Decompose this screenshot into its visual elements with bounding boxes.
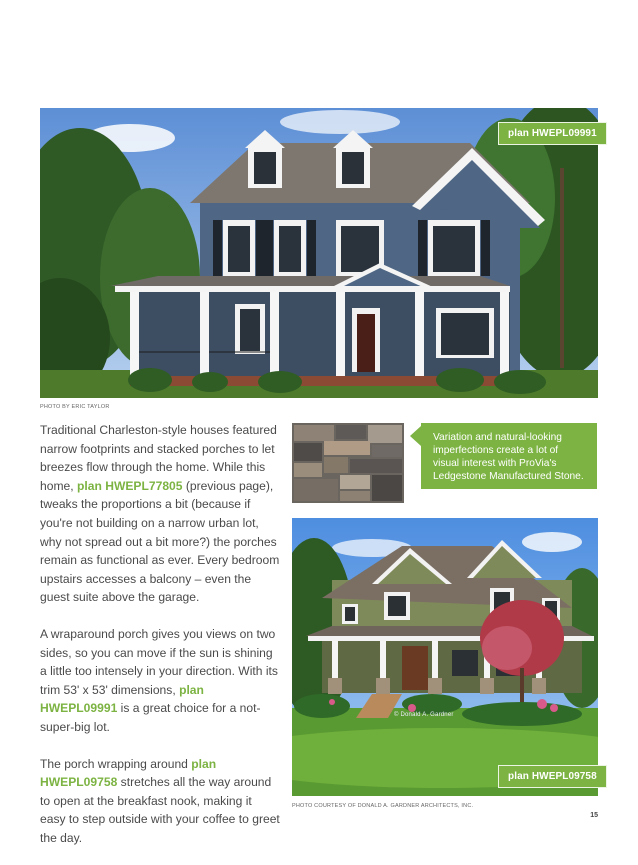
p3-text-before: The porch wrapping around <box>40 756 192 771</box>
stone-swatch-photo <box>292 423 404 503</box>
bottom-photo-credit: PHOTO COURTESY OF DONALD A. GARDNER ARCHITECTS, INC. <box>292 803 474 809</box>
top-photo-plan-tag: plan HWEPL09991 <box>498 122 607 145</box>
plan-link-hwepl09991[interactable]: plan HWEPL09991 <box>40 682 204 716</box>
blue-house-illustration <box>40 108 598 398</box>
p1-text-after: (previous page), tweaks the proportions a bit (because if you're not building on a narrow urban lot, why not spread out a bit more?) the porches remain as functional as ever. Every bedroom upstairs accesses a balcony – even the guest suite above the garage. <box>40 478 280 605</box>
top-house-photo <box>40 108 598 398</box>
top-photo-credit: PHOTO BY ERIC TAYLOR <box>40 404 110 410</box>
plan-link-hwepl77805[interactable]: plan HWEPL77805 <box>76 478 183 493</box>
bottom-photo-watermark: © Donald A. Gardner <box>394 712 454 718</box>
paragraph-1 <box>40 421 280 607</box>
p2-text-before: A wraparound porch gives you views on two sides, so you can move if the sun is shining a little too intensely in your direction. With its trim 53' x 53' dimensions, <box>40 626 278 697</box>
bottom-house-photo <box>292 518 598 796</box>
paragraph-2 <box>40 625 280 737</box>
ledgestone-illustration <box>292 423 404 503</box>
bottom-photo-plan-tag: plan HWEPL09758 <box>498 765 607 788</box>
p2-text-after: is a great choice for a not-super-big lot. <box>40 701 261 734</box>
page-number: 15 <box>590 812 598 819</box>
plan-link-hwepl09758[interactable]: plan HWEPL09758 <box>40 756 217 790</box>
stone-callout: Variation and natural-looking imperfections create a lot of visual interest with ProVia's Ledgestone Manufactured Stone. <box>421 423 597 489</box>
green-house-illustration <box>292 518 598 796</box>
callout-pointer <box>410 426 421 446</box>
article-body <box>40 421 280 865</box>
p1-text-before: Traditional Charleston-style houses featured narrow footprints and stacked porches to let breezes flow through the home. While this home, <box>40 423 277 493</box>
paragraph-3 <box>40 755 280 848</box>
p3-text-after: stretches all the way around to open at the breakfast nook, making it easy to step outside with your coffee to greet the day. <box>40 775 280 845</box>
